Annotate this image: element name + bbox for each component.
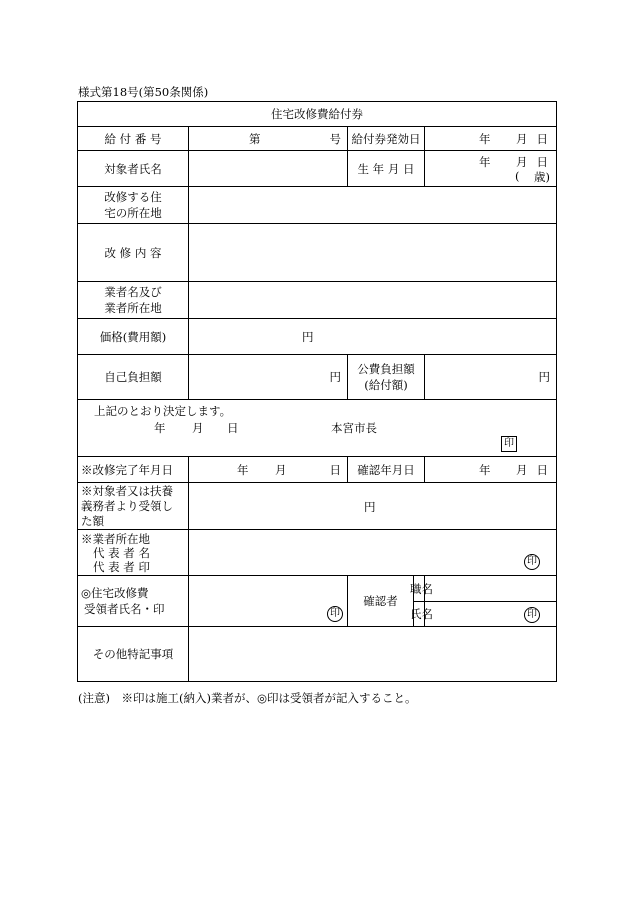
public-burden-field[interactable] xyxy=(425,355,557,400)
other-notes-label: その他特記事項 xyxy=(78,627,189,682)
address-label-line2: 宅の所在地 xyxy=(104,206,162,220)
price-label: 価格(費用額) xyxy=(78,319,189,355)
confirmer-seal-icon: 印 xyxy=(524,607,540,623)
recipient-label-line2: 受領者氏名・印 xyxy=(84,602,165,616)
target-name-label: 対象者氏名 xyxy=(78,151,189,187)
issue-date-label: 給付券発効日 xyxy=(348,127,425,151)
recipient-label xyxy=(78,576,189,627)
completion-month: 月 xyxy=(275,463,287,477)
age-close: 歳) xyxy=(534,170,550,184)
payment-number-field[interactable] xyxy=(189,127,348,151)
recipient-seal-icon: 印 xyxy=(327,606,343,622)
issue-month: 月 xyxy=(516,132,528,146)
completion-day: 日 xyxy=(329,463,341,477)
self-burden-field[interactable] xyxy=(189,355,348,400)
other-notes-field[interactable] xyxy=(189,627,557,682)
vendor-field[interactable] xyxy=(189,282,557,319)
completion-year: 年 xyxy=(237,463,249,477)
decision-block xyxy=(78,400,557,457)
vendor-label-line2: 業者所在地 xyxy=(104,301,162,315)
received-amount-field[interactable] xyxy=(189,483,557,530)
confirmer-label: 確認者 xyxy=(348,576,414,627)
completion-date-label: ※改修完了年月日 xyxy=(78,457,189,483)
decision-year: 年 xyxy=(154,421,166,435)
footnote: (注意) ※印は施工(納入)業者が、◎印は受領者が記入すること。 xyxy=(78,691,417,705)
issue-day: 日 xyxy=(536,132,548,146)
birth-date-field[interactable] xyxy=(425,151,557,187)
price-yen: 円 xyxy=(302,330,314,344)
form-number: 様式第18号(第50条関係) xyxy=(78,85,209,99)
target-name-field[interactable] xyxy=(189,151,348,187)
received-label-line3: た額 xyxy=(81,513,104,528)
recipient-label-line1: ◎住宅改修費 xyxy=(81,586,149,600)
decision-day: 日 xyxy=(227,421,239,435)
decision-text: 上記のとおり決定します。 xyxy=(94,404,232,418)
self-burden-label: 自己負担額 xyxy=(78,355,189,400)
mayor-name: 本宮市長 xyxy=(331,421,377,435)
received-amount-label xyxy=(78,483,189,530)
address-field[interactable] xyxy=(189,187,557,224)
confirmer-name-field[interactable] xyxy=(425,602,557,627)
confirm-year: 年 xyxy=(479,463,491,477)
confirm-date-field[interactable] xyxy=(425,457,557,483)
vendor-rep-line3: 代 表 者 印 xyxy=(93,559,150,574)
issue-year: 年 xyxy=(479,132,491,146)
birth-date-label: 生 年 月 日 xyxy=(348,151,425,187)
confirm-date-label: 確認年月日 xyxy=(348,457,425,483)
vendor-rep-line1: ※業者所在地 xyxy=(81,531,150,546)
vendor-label-line1: 業者名及び xyxy=(104,285,162,299)
received-label-line2: 義務者より受領し xyxy=(81,498,173,513)
price-field[interactable] xyxy=(189,319,557,355)
confirm-day: 日 xyxy=(536,463,548,477)
dai-text: 第 xyxy=(249,132,261,146)
post-field[interactable] xyxy=(425,576,557,602)
mayor-seal-icon: 印 xyxy=(501,436,517,452)
self-burden-yen: 円 xyxy=(329,370,341,384)
form-title: 住宅改修費給付券 xyxy=(78,102,557,127)
vendor-rep-label xyxy=(78,530,189,576)
decision-month: 月 xyxy=(192,421,204,435)
confirmer-name-label: 氏名 xyxy=(414,602,425,627)
recipient-field[interactable] xyxy=(189,576,348,627)
content-field[interactable] xyxy=(189,224,557,282)
content-label: 改 修 内 容 xyxy=(78,224,189,282)
public-burden-label-line1: 公費負担額 xyxy=(357,362,415,376)
issue-date-field[interactable] xyxy=(425,127,557,151)
received-label-line1: ※対象者又は扶養 xyxy=(81,483,173,498)
address-label-line1: 改修する住 xyxy=(104,190,162,204)
public-burden-label-line2: (給付額) xyxy=(364,378,408,392)
received-yen: 円 xyxy=(364,500,376,514)
vendor-seal-icon: 印 xyxy=(524,554,540,570)
address-label xyxy=(78,187,189,224)
age-open: ( xyxy=(515,169,520,183)
completion-date-field[interactable] xyxy=(189,457,348,483)
post-label: 職名 xyxy=(414,576,425,602)
payment-number-label: 給 付 番 号 xyxy=(78,127,189,151)
vendor-rep-field[interactable] xyxy=(189,530,557,576)
go-text: 号 xyxy=(329,132,341,146)
birth-day: 日 xyxy=(536,155,548,169)
voucher-form-table xyxy=(77,101,557,682)
birth-month: 月 xyxy=(516,155,528,169)
public-burden-yen: 円 xyxy=(538,370,550,384)
birth-year: 年 xyxy=(479,155,491,169)
vendor-label xyxy=(78,282,189,319)
public-burden-label xyxy=(348,355,425,400)
vendor-rep-line2: 代 表 者 名 xyxy=(93,545,150,560)
confirm-month: 月 xyxy=(516,463,528,477)
